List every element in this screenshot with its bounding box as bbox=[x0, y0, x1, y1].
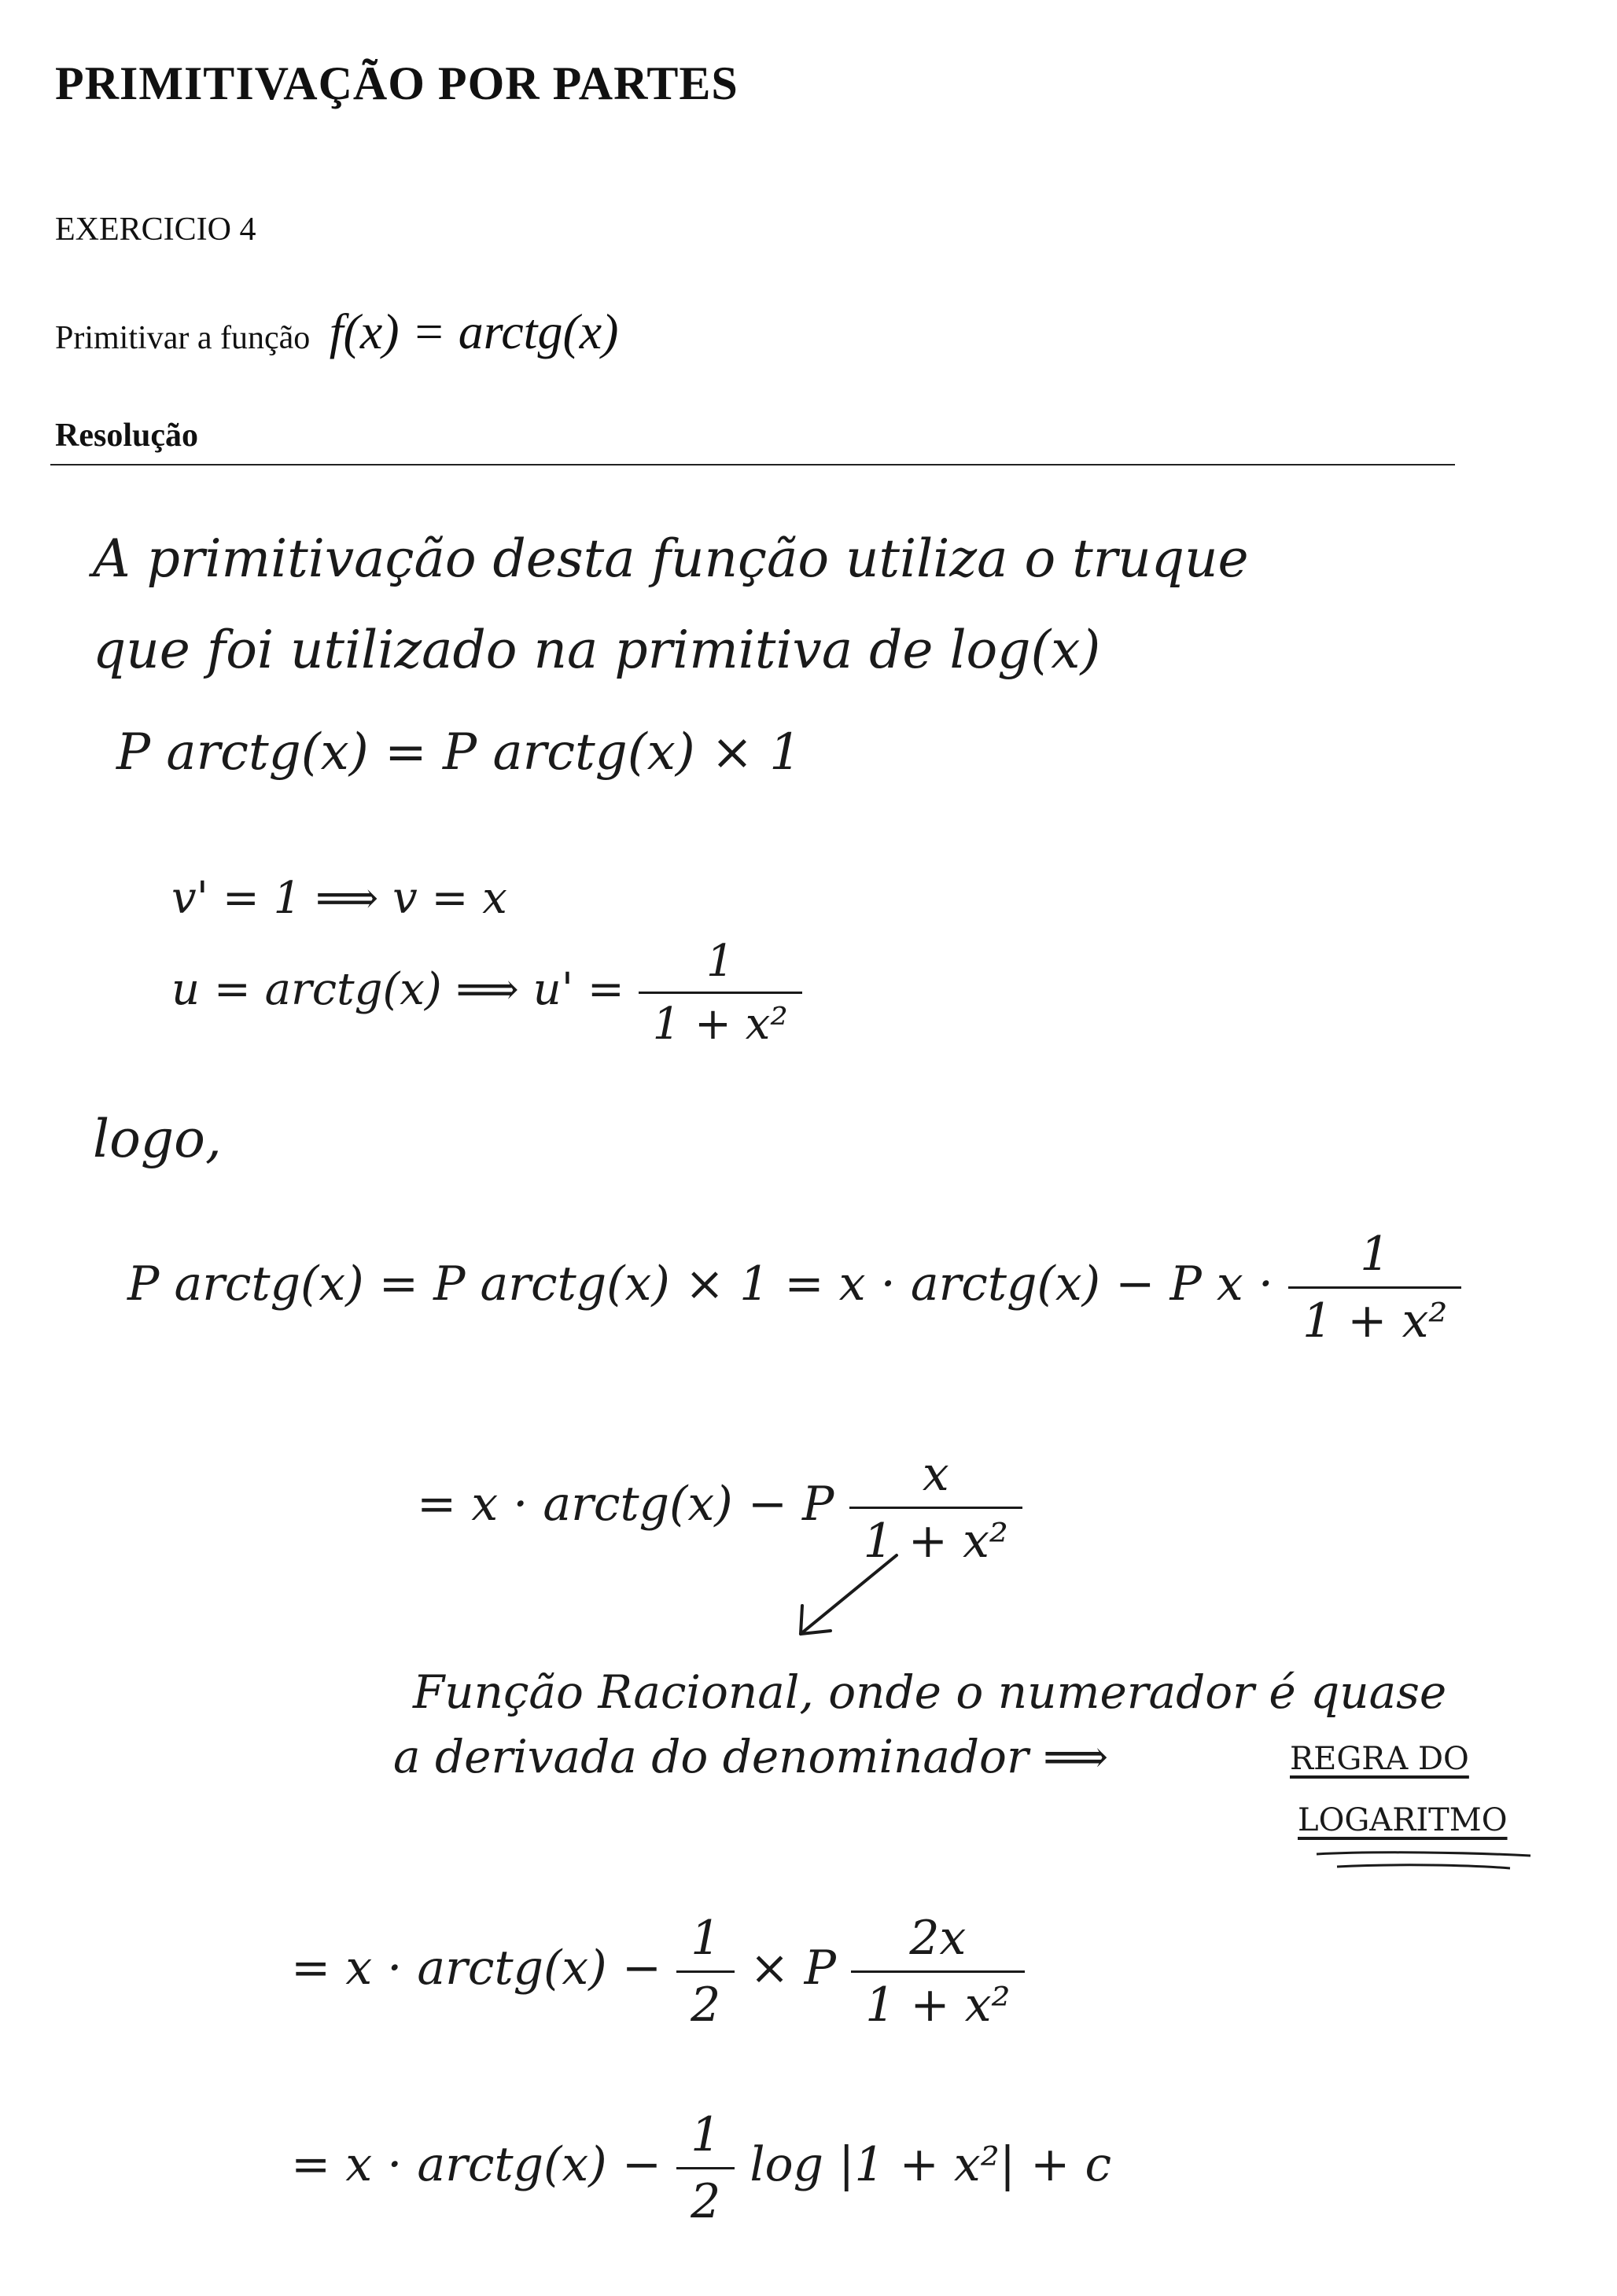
resolution-heading: Resolução bbox=[55, 418, 198, 454]
equation-2-fraction bbox=[1288, 1227, 1461, 1349]
exercise-number: EXERCICIO 4 bbox=[55, 212, 256, 248]
equation-2-left: P arctg(x) = P arctg(x) × 1 = x · arctg(x) − P x · bbox=[127, 1257, 1273, 1312]
page-title: PRIMITIVAÇÃO POR PARTES bbox=[55, 57, 739, 109]
u-derivative-numerator: 1 bbox=[705, 936, 735, 987]
equation-5-half-numerator: 1 bbox=[691, 2107, 721, 2162]
equation-5-right: log |1 + x²| + c bbox=[750, 2137, 1112, 2193]
equation-4-mid: × P bbox=[750, 1941, 837, 1996]
note-line-2: a derivada do denominador ⟹ bbox=[393, 1730, 1109, 1783]
equation-4-half-numerator: 1 bbox=[691, 1911, 721, 1966]
u-definition-left: u = arctg(x) ⟹ u' = bbox=[171, 964, 624, 1015]
statement-formula: f(x) = arctg(x) bbox=[329, 304, 619, 359]
equation-5 bbox=[291, 2107, 1111, 2229]
logo-connector: logo, bbox=[93, 1109, 222, 1169]
equation-1: P arctg(x) = P arctg(x) × 1 bbox=[116, 723, 801, 782]
equation-5-half-denominator: 2 bbox=[676, 2167, 735, 2229]
equation-4-numerator: 2x bbox=[909, 1911, 967, 1966]
intro-line-2: que foi utilizado na primitiva de log(x) bbox=[93, 620, 1101, 680]
equation-5-half bbox=[676, 2107, 735, 2229]
u-derivative-denominator: 1 + x² bbox=[639, 992, 802, 1050]
equation-2 bbox=[127, 1227, 1461, 1349]
arrow-down-left-icon bbox=[786, 1549, 904, 1643]
u-derivative-fraction bbox=[639, 936, 802, 1050]
rule-name-line-1: REGRA DO bbox=[1290, 1741, 1469, 1777]
exercise-statement bbox=[55, 303, 618, 361]
equation-5-left: = x · arctg(x) − bbox=[291, 2137, 661, 2193]
equation-4-half bbox=[676, 1911, 735, 2033]
v-definition: v' = 1 ⟹ v = x bbox=[171, 873, 507, 924]
equation-3-left: = x · arctg(x) − P bbox=[417, 1477, 834, 1533]
equation-3-numerator: x bbox=[922, 1447, 949, 1502]
equation-4 bbox=[291, 1911, 1025, 2033]
note-line-1: Função Racional, onde o numerador é quase bbox=[413, 1665, 1447, 1719]
equation-2-numerator: 1 bbox=[1360, 1227, 1390, 1282]
heading-divider bbox=[50, 464, 1455, 465]
equation-4-half-denominator: 2 bbox=[676, 1970, 735, 2033]
equation-3-denominator: 1 + x² bbox=[849, 1507, 1022, 1569]
rule-name-line-2: LOGARITMO bbox=[1298, 1802, 1508, 1838]
equation-4-left: = x · arctg(x) − bbox=[291, 1941, 661, 1996]
statement-label: Primitivar a função bbox=[55, 320, 311, 356]
equation-2-denominator: 1 + x² bbox=[1288, 1286, 1461, 1349]
equation-3 bbox=[417, 1447, 1022, 1569]
intro-line-1: A primitivação desta função utiliza o truque bbox=[93, 528, 1249, 589]
u-definition bbox=[171, 936, 802, 1050]
equation-4-fraction bbox=[851, 1911, 1024, 2033]
double-underline bbox=[1313, 1848, 1534, 1871]
equation-4-denominator: 1 + x² bbox=[851, 1970, 1024, 2033]
